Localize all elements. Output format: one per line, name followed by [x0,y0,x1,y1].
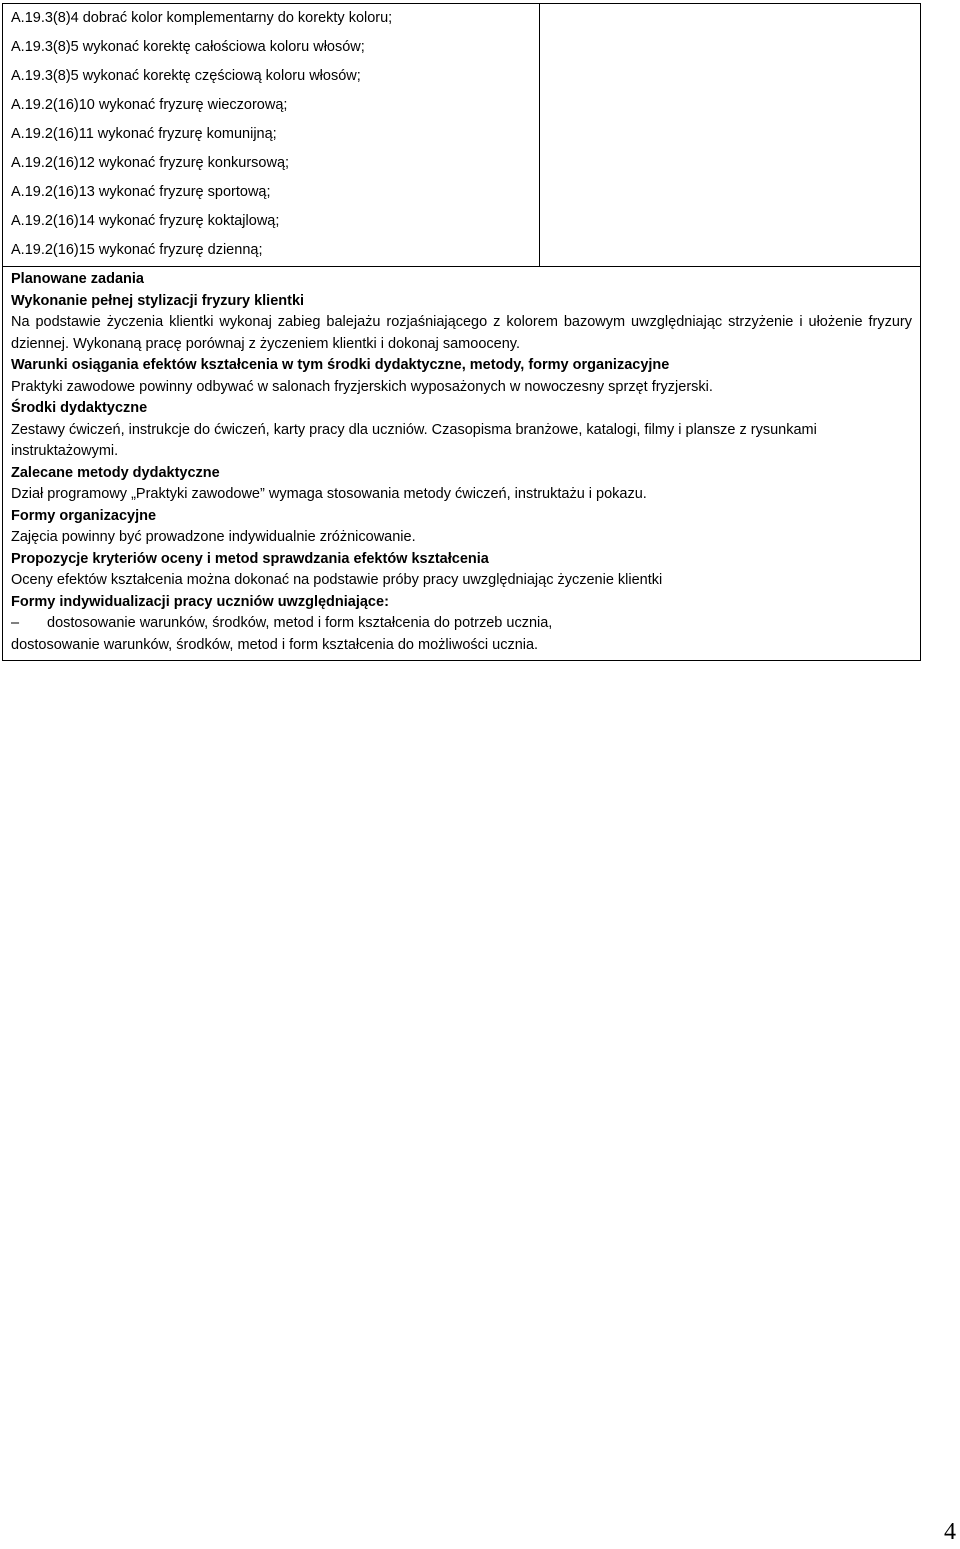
conditions-heading: Warunki osiągania efektów kształcenia w tym środki dydaktyczne, metody, formy organizacyjne [11,357,670,373]
list-item-text: dostosowanie warunków, środków, metod i form kształcenia do potrzeb ucznia, [47,615,553,631]
reference-item: A.19.2(16)12 wykonać fryzurę konkursową; [11,155,290,171]
page-number: 4 [944,1519,956,1545]
list-item [11,613,912,635]
reference-item: A.19.2(16)11 wykonać fryzurę komunijną; [11,126,277,142]
methods-heading: Zalecane metody dydaktyczne [11,464,220,481]
methods-text: Dział programowy „Praktyki zawodowe” wymaga stosowania metody ćwiczeń, instruktażu i pokazu. [11,486,647,502]
reference-item: A.19.2(16)10 wykonać fryzurę wieczorową; [11,97,288,113]
content-cell [3,267,920,660]
individualization-heading: Formy indywidualizacji pracy uczniów uwzględniające: [11,593,389,610]
task-description: Na podstawie życzenia klientki wykonaj zabieg balejażu rozjaśniającego z kolorem bazowym uwzględniając strzyżenie i ułożenie fryzury dziennej. Wykonaną pracę porównaj z życzeniem klientki i dokonaj samooceny. [11,314,912,352]
assessment-heading: Propozycje kryteriów oceny i metod sprawdzania efektów kształcenia [11,550,489,567]
program-table [2,3,921,661]
reference-item: A.19.2(16)14 wykonać fryzurę koktajlową; [11,213,280,229]
list-item-text: dostosowanie warunków, środków, metod i form kształcenia do możliwości ucznia. [11,636,539,653]
assessment-text: Oceny efektów kształcenia można dokonać na podstawie próby pracy uwzględniając życzenie klientki [11,572,663,588]
conditions-text: Praktyki zawodowe powinny odbywać w salonach fryzjerskich wyposażonych w nowoczesny sprzęt fryzjerski. [11,378,713,395]
forms-heading: Formy organizacyjne [11,507,157,524]
teaching-aids-text: Zestawy ćwiczeń, instrukcje do ćwiczeń, karty pracy dla uczniów. Czasopisma branżowe, katalogi, filmy i plansze z rysunkami instruktażowymi. [11,421,817,459]
reference-list [3,4,540,266]
reference-item: A.19.2(16)15 wykonać fryzurę dzienną; [11,242,263,258]
teaching-aids-heading: Środki dydaktyczne [11,400,148,416]
planned-tasks-heading: Planowane zadania [11,271,144,287]
reference-item: A.19.3(8)4 dobrać kolor komplementarny do korekty koloru; [11,10,393,26]
empty-cell [540,4,920,266]
references-row [3,4,920,267]
dash-bullet: – [11,615,20,631]
reference-item: A.19.2(16)13 wykonać fryzurę sportową; [11,184,271,200]
reference-item: A.19.3(8)5 wykonać korektę całościowa koloru włosów; [11,39,365,55]
reference-item: A.19.3(8)5 wykonać korektę częściową koloru włosów; [11,68,361,84]
forms-text: Zajęcia powinny być prowadzone indywidualnie zróżnicowanie. [11,529,416,545]
task-title: Wykonanie pełnej stylizacji fryzury klientki [11,292,305,309]
